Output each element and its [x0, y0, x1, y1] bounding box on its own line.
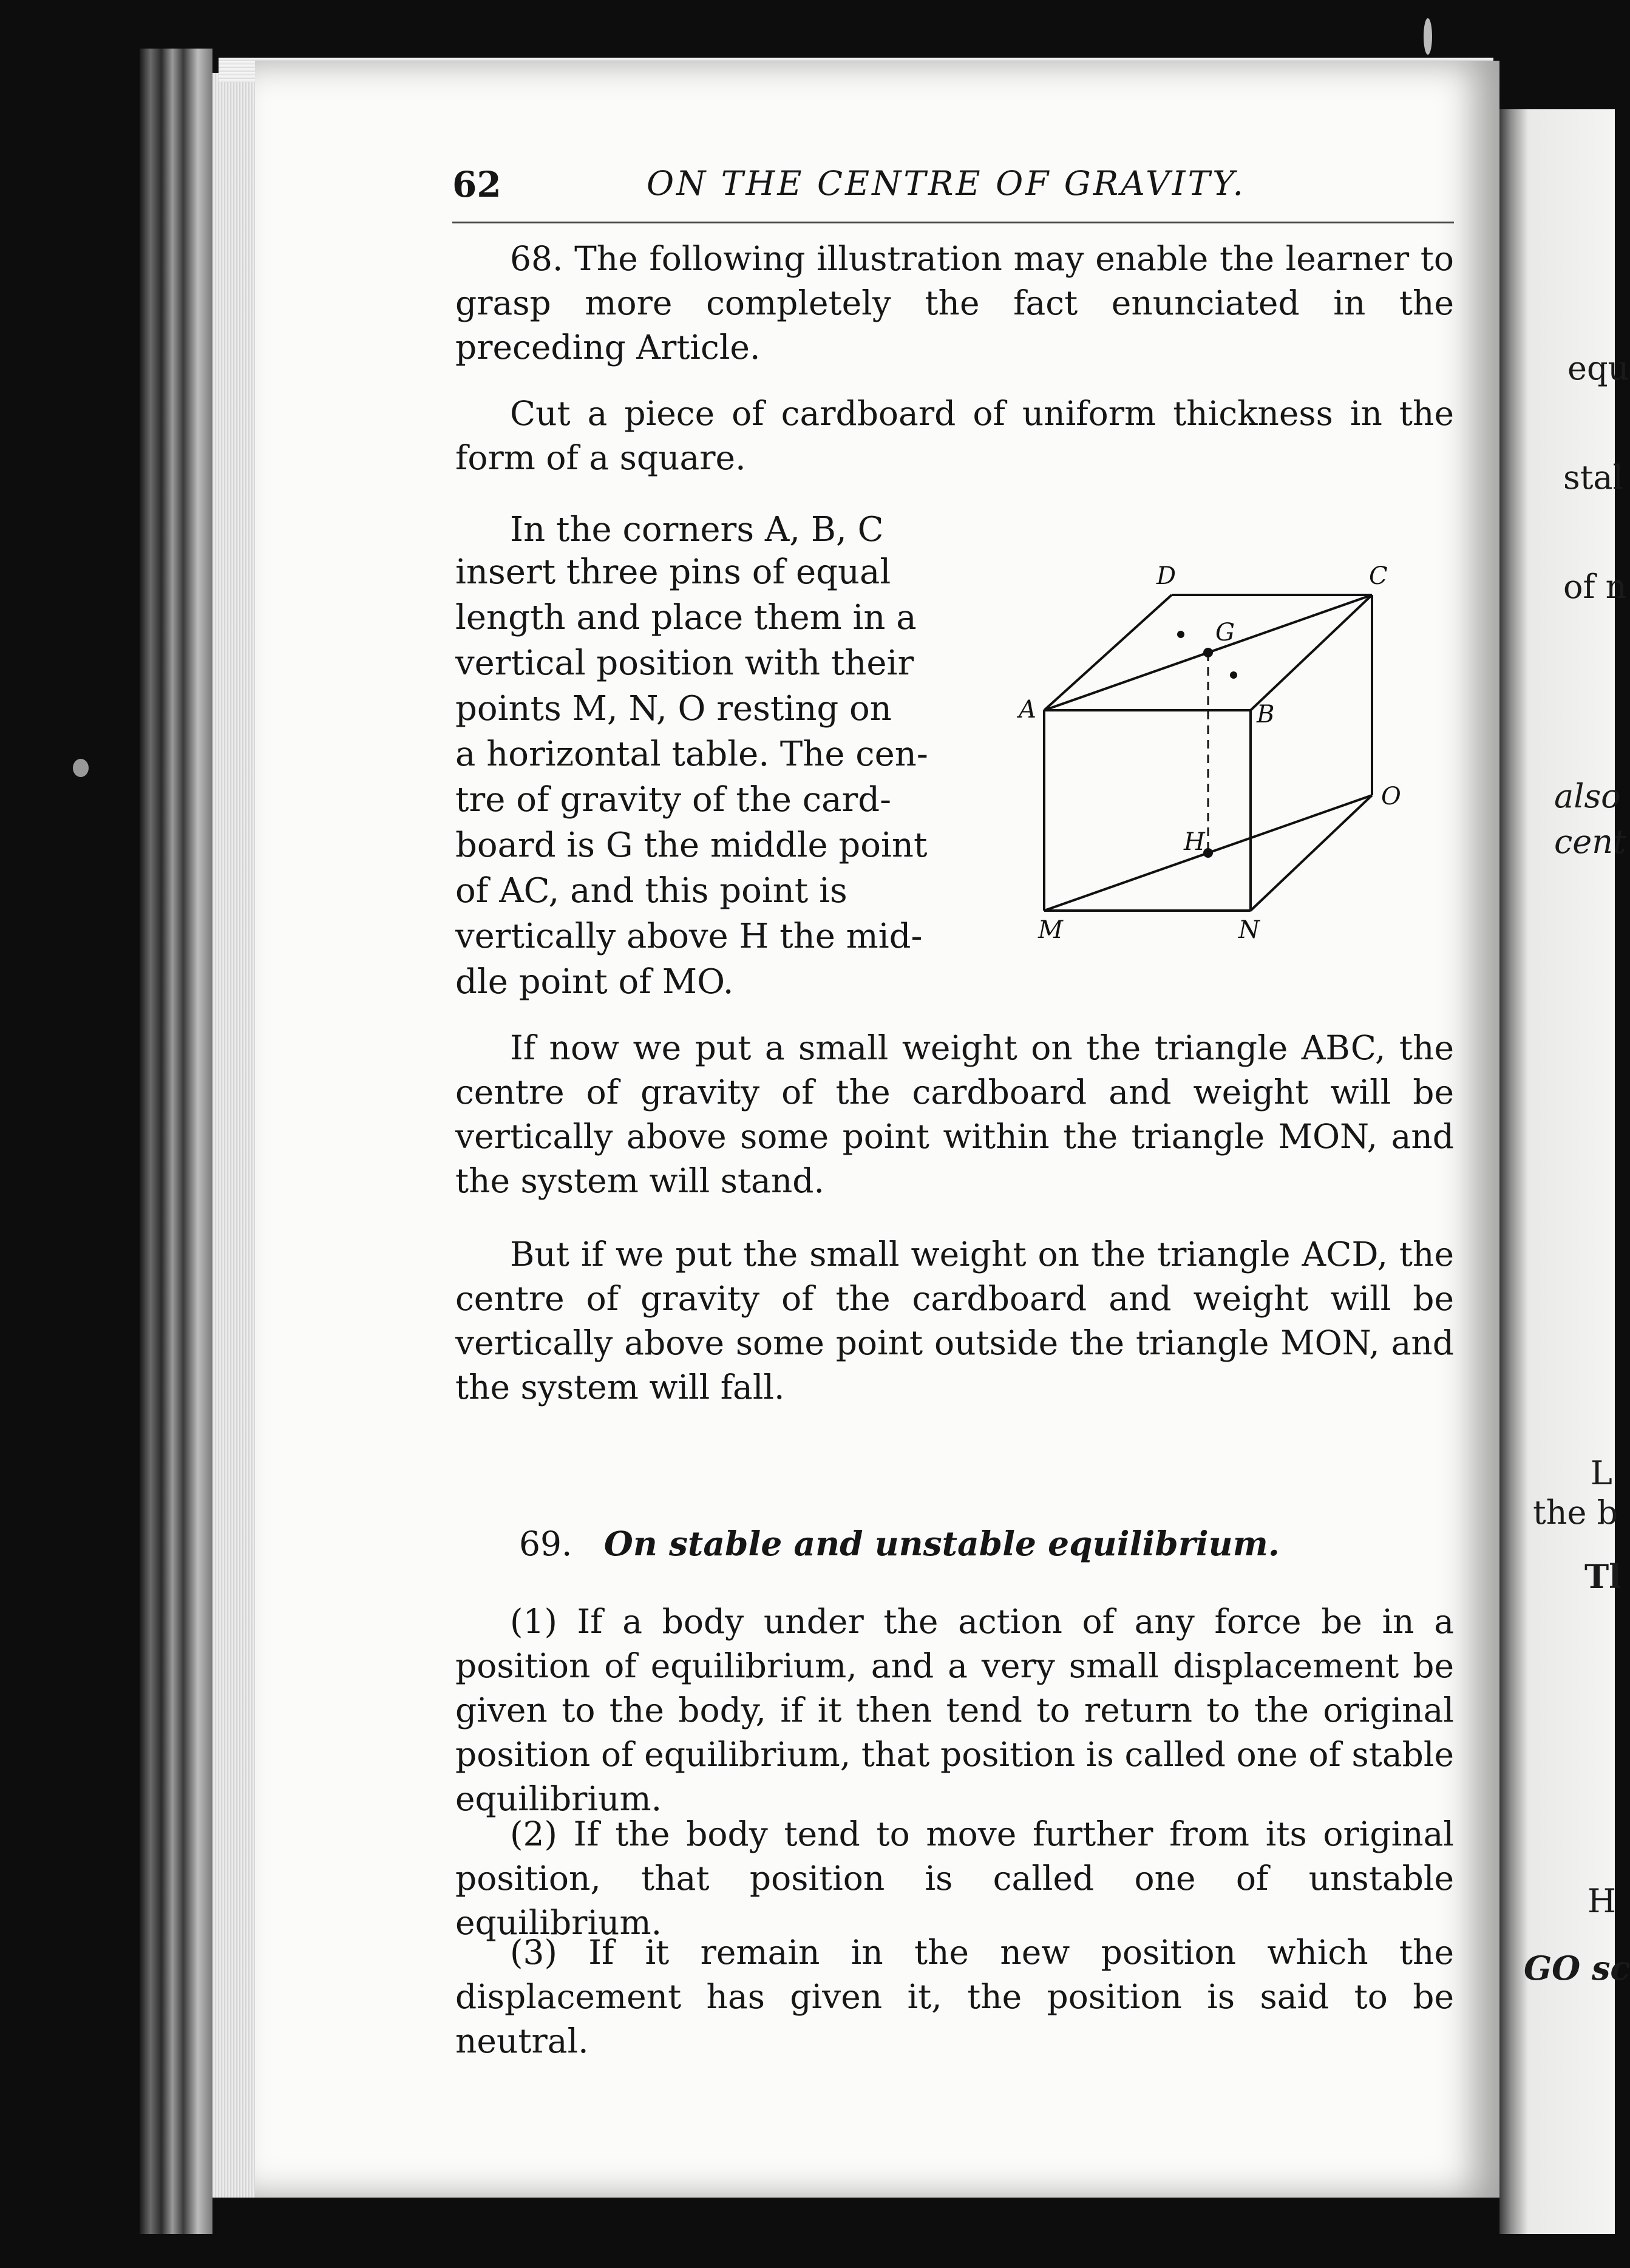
label-m: M	[1038, 916, 1063, 944]
facing-fragment: cent	[1554, 823, 1626, 861]
paragraph-unstable	[455, 1812, 1454, 1945]
text-line: points M, N, O resting on	[455, 689, 892, 728]
facing-fragment: Tl	[1584, 1557, 1622, 1596]
facing-fragment: L	[1591, 1454, 1612, 1492]
edge-bc	[1251, 595, 1372, 710]
paragraph-neutral	[455, 1930, 1454, 2063]
label-n: N	[1238, 916, 1260, 944]
item-number: (1)	[510, 1602, 557, 1641]
text-line: insert three pins of equal	[455, 552, 891, 592]
point-g	[1203, 648, 1213, 657]
paragraph-outside: But if we put the small weight on the triangle ACD, the centre of gravity of the cardboard and weight will be vertically above some point outside the triangle MON, and the system will fall.	[455, 1235, 1454, 1407]
facing-fragment: GO sc	[1524, 1949, 1630, 1988]
item-text: If the body tend to move further from its original position, that position is called one of unstable equilibrium.	[455, 1815, 1454, 1942]
label-d: D	[1156, 562, 1177, 590]
article-69-heading	[519, 1524, 1280, 1563]
article-text: The following illustration may enable the learner to grasp more completely the fact enunciated in the preceding Article.	[455, 239, 1454, 367]
text-line: dle point of MO.	[455, 962, 734, 1002]
scan-artifact	[1424, 18, 1432, 55]
label-b: B	[1257, 701, 1275, 728]
facing-fragment: of n	[1563, 568, 1627, 606]
page-header	[452, 164, 1454, 212]
page-number: 62	[452, 164, 501, 205]
facing-fragment: also	[1554, 777, 1621, 815]
cube-diagram	[996, 546, 1421, 959]
facing-fragment: the b	[1533, 1493, 1618, 1532]
paragraph-cut: Cut a piece of cardboard of uniform thickness in the form of a square.	[455, 394, 1454, 477]
item-number: (3)	[510, 1933, 557, 1972]
facing-fragment: equ	[1567, 349, 1629, 387]
facing-fragment: H	[1588, 1882, 1617, 1920]
text-line: vertically above H the mid-	[455, 917, 923, 956]
facing-fragment: stal	[1563, 458, 1623, 497]
edge-no	[1251, 795, 1372, 911]
paragraph-small-weight: If now we put a small weight on the triangle ABC, the centre of gravity of the cardboard and weight will be vertically above some point within the triangle MON, and the system will stand.	[455, 1028, 1454, 1200]
label-c: C	[1369, 562, 1388, 590]
paragraph-stable	[455, 1600, 1454, 1821]
header-rule	[452, 222, 1454, 223]
edge-da	[1044, 595, 1172, 710]
text-line: board is G the middle point	[455, 826, 928, 865]
article-number: 69.	[519, 1524, 572, 1563]
cube-figure	[996, 546, 1421, 959]
item-text: If a body under the action of any force be in a position of equilibrium, and a very small displacement be given to the body, if it then tend to return to the original position of equilibrium, that position is called one of stable equilibrium.	[455, 1602, 1455, 1818]
text-line: vertical position with their	[455, 643, 914, 683]
article-68-intro	[455, 237, 1454, 370]
text-line: tre of gravity of the card-	[455, 780, 891, 820]
text-line: of AC, and this point is	[455, 871, 847, 911]
text-line: a horizontal table. The cen-	[455, 735, 928, 774]
item-text: If it remain in the new position which the displacement has given it, the position is said to be neutral.	[455, 1933, 1454, 2060]
section-title: On stable and unstable equilibrium.	[603, 1524, 1280, 1563]
label-h: H	[1184, 828, 1205, 856]
page-edges-left	[212, 73, 261, 2198]
scan-artifact	[73, 759, 89, 777]
article-number: 68.	[510, 239, 563, 278]
weight-dot	[1230, 671, 1237, 679]
label-o: O	[1381, 783, 1401, 810]
item-number: (2)	[510, 1815, 557, 1853]
label-g: G	[1215, 619, 1235, 647]
text-line: length and place them in a	[455, 598, 917, 637]
label-a: A	[1019, 696, 1036, 724]
running-title: ON THE CENTRE OF GRAVITY.	[647, 164, 1246, 203]
book-spine	[140, 49, 212, 2234]
weight-dot	[1177, 631, 1184, 638]
text-line: In the corners A, B, C	[510, 510, 884, 549]
